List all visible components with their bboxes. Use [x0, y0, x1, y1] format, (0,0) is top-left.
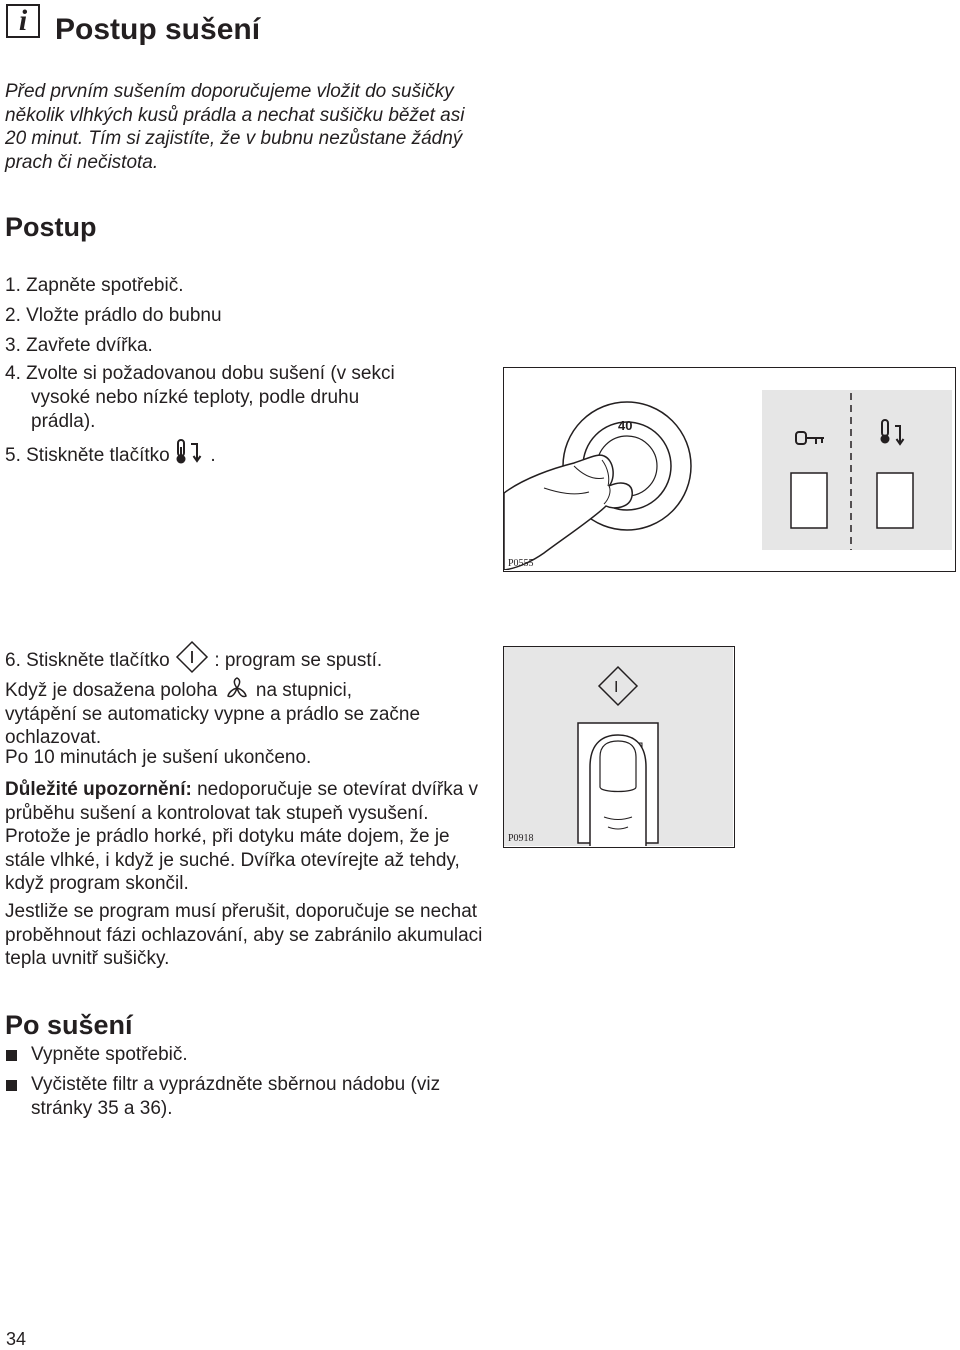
lock-button: [791, 473, 827, 528]
step-2: 2. Vložte prádlo do bubnu: [5, 305, 222, 326]
section-heading-postup: Postup: [5, 212, 97, 242]
finished-text: Po 10 minutách je sušení ukončeno.: [5, 747, 312, 768]
section-heading-po-suseni: Po sušení: [5, 1010, 133, 1040]
interrupt-paragraph: Jestliže se program musí přerušit, doporučuje se nechat proběhnout fázi ochlazování, aby se zabránilo akumulaci tepla uvnitř sušičky.: [5, 901, 483, 969]
step-1: 1. Zapněte spotřebič.: [5, 275, 184, 296]
high-temp-icon: [175, 439, 205, 465]
page-number: 34: [6, 1329, 27, 1349]
bullet-square: [6, 1080, 17, 1091]
svg-text:I: I: [614, 679, 619, 696]
step-4-line-2: vysoké nebo nízké teploty, podle druhu: [31, 387, 360, 408]
figure-start-button: [503, 646, 735, 848]
dial-value: 40: [618, 418, 633, 433]
warning-paragraph: [5, 778, 485, 896]
step-5-end: .: [210, 445, 216, 466]
step-6: [5, 640, 382, 674]
after-drying-item-1: Vypněte spotřebič.: [31, 1044, 188, 1065]
step-4: 4. Zvolte si požadovanou dobu sušení (v sekci: [5, 363, 395, 384]
cooling-prefix: Když je dosažena poloha: [5, 680, 218, 701]
step-6-end: : program se spustí.: [214, 650, 383, 671]
after-drying-item-2: Vyčistěte filtr a vyprázdněte sběrnou nádobu (viz stránky 35 a 36).: [31, 1074, 441, 1119]
step-5: [5, 439, 216, 468]
intro-paragraph: Před prvním sušením doporučujeme vložit do sušičky několik vlhkých kusů prádla a nechat sušičku běžet asi 20 minut. Tím si zajistíte, že v bubnu nezůstane žádný prach či nečistota.: [5, 81, 465, 173]
warning-label: Důležité upozornění:: [5, 779, 192, 800]
step-4-line-3: prádla).: [31, 411, 96, 432]
high-temp-button: [877, 473, 913, 528]
finger-press-illustration: [504, 647, 733, 846]
figure-dial-panel: [503, 367, 956, 572]
cooling-rest: vytápění se automaticky vypne a prádlo se začne ochlazovat.: [5, 703, 421, 748]
figure-code-p0555: P0555: [508, 558, 534, 569]
hand-dial-illustration: [504, 368, 954, 570]
cooling-paragraph: [5, 676, 485, 750]
warning-text: nedoporučuje se otevírat dvířka v průběhu sušení a kontrolovat tak stupeň vysušení. Protože je prádlo horké, při dotyku máte dojem, že je stále vlhké, i když je suché. Dvířka otevírejte až tehdy, když program skončil.: [5, 779, 479, 894]
step-6-label: 6. Stiskněte tlačítko: [5, 650, 170, 671]
cooling-suffix: na stupnici,: [255, 680, 353, 701]
bullet-square: [6, 1050, 17, 1061]
cooling-fan-icon: [223, 676, 251, 700]
step-3: 3. Zavřete dvířka.: [5, 335, 153, 356]
figure-code-p0918: P0918: [508, 833, 534, 844]
step-5-label: 5. Stiskněte tlačítko: [5, 445, 170, 466]
start-diamond-icon: [175, 640, 209, 674]
info-icon: i: [6, 4, 40, 38]
page-title: Postup sušení: [55, 13, 261, 46]
